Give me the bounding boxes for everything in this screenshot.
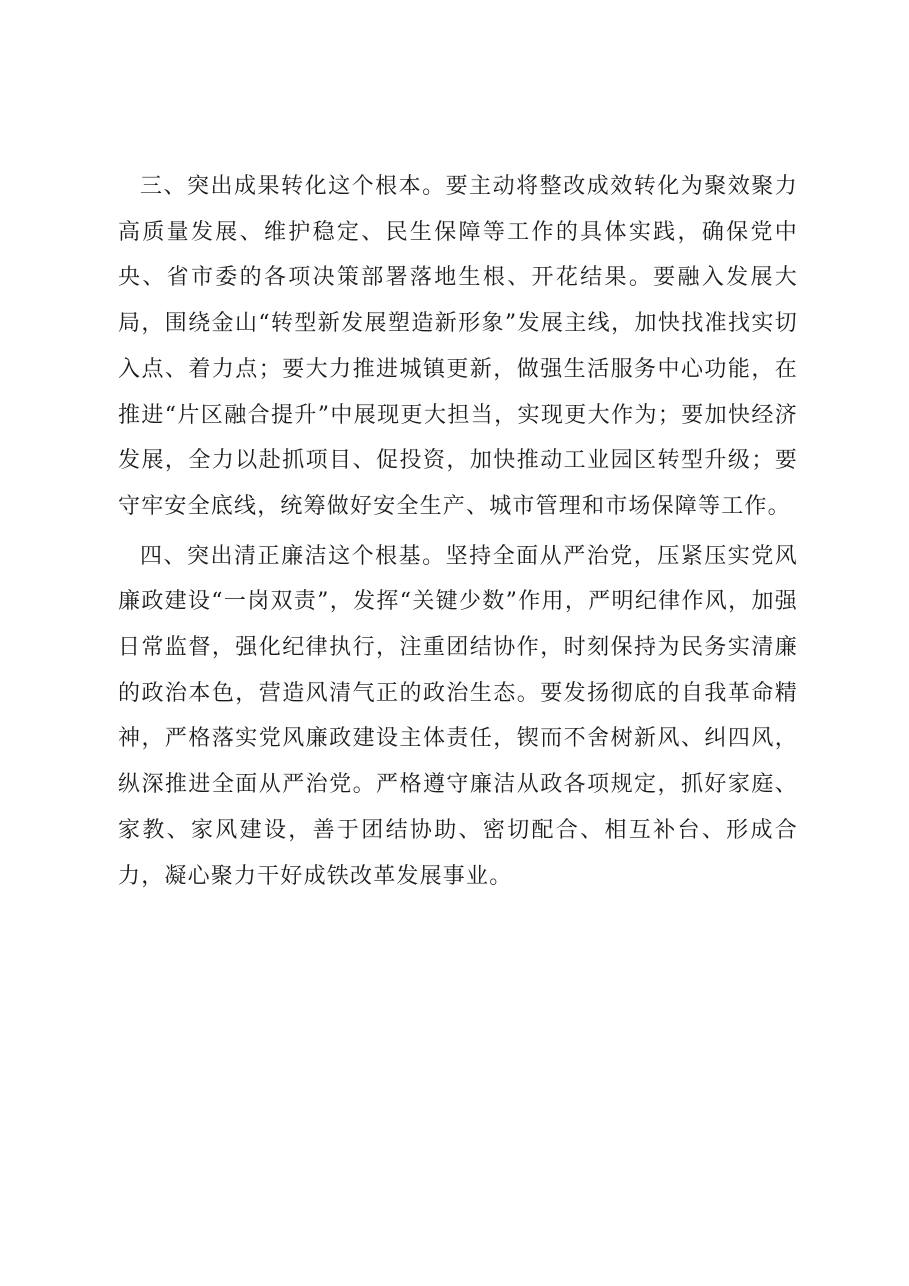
document-body	[118, 164, 798, 899]
paragraph-section-four: 四、突出清正廉洁这个根基。坚持全面从严治党，压紧压实党风廉政建设“一岗双责”，发挥“关键少数”作用，严明纪律作风，加强日常监督，强化纪律执行，注重团结协作，时刻保持为民务实清廉的政治本色，营造风清气正的政治生态。要发扬彻底的自我革命精神，严格落实党风廉政建设主体责任，锲而不舍树新风、纠四风，纵深推进全面从严治党。严格遵守廉洁从政各项规定，抓好家庭、家教、家风建设，善于团结协助、密切配合、相互补台、形成合力，凝心聚力干好成铁改革发展事业。	[118, 543, 798, 889]
paragraph-section-three: 三、突出成果转化这个根本。要主动将整改成效转化为聚效聚力高质量发展、维护稳定、民生保障等工作的具体实践，确保党中央、省市委的各项决策部署落地生根、开花结果。要融入发展大局，围绕金山“转型新发展塑造新形象”发展主线，加快找准找实切入点、着力点；要大力推进城镇更新，做强生活服务中心功能，在推进“片区融合提升”中展现更大担当，实现更大作为；要加快经济发展，全力以赴抓项目、促投资，加快推动工业园区转型升级；要守牢安全底线，统筹做好安全生产、城市管理和市场保障等工作。	[118, 174, 798, 519]
